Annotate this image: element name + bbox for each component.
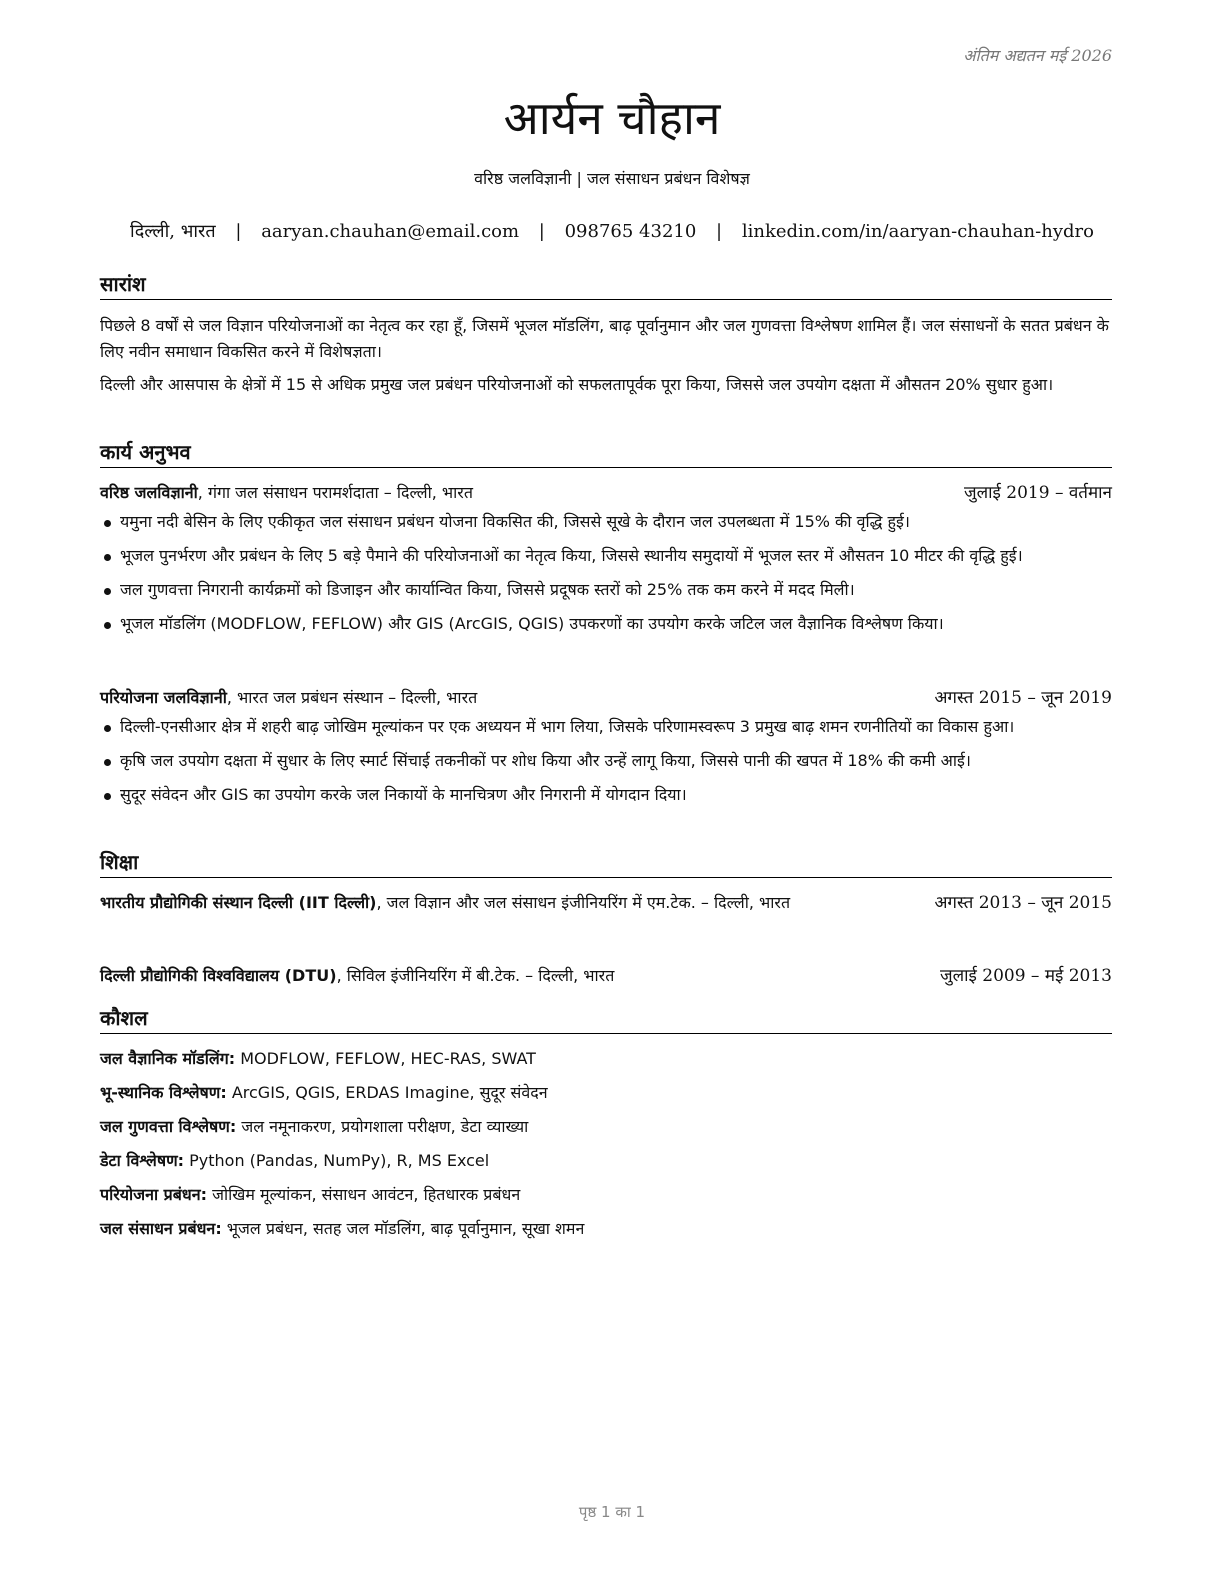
tagline: वरिष्ठ जलविज्ञानी | जल संसाधन प्रबंधन विशेषज्ञ xyxy=(474,169,750,188)
skill-value: भूजल प्रबंधन, सतह जल मॉडलिंग, बाढ़ पूर्वानुमान, सूखा शमन xyxy=(221,1219,585,1238)
contact-email[interactable]: aaryan.chauhan@email.com xyxy=(261,221,520,242)
page-number: पृष्ठ 1 का 1 xyxy=(578,1503,646,1521)
education-institution: दिल्ली प्रौद्योगिकी विश्वविद्यालय (DTU) xyxy=(100,966,337,985)
skill-value: जल नमूनाकरण, प्रयोगशाला परीक्षण, डेटा व्याख्या xyxy=(236,1117,529,1136)
education-item xyxy=(100,964,1112,988)
contact-phone: 098765 43210 xyxy=(564,221,697,242)
contact-line xyxy=(0,219,1224,243)
job-role: वरिष्ठ जलविज्ञानी xyxy=(100,483,198,502)
skill-row xyxy=(100,1047,1112,1081)
job-header xyxy=(100,481,1112,505)
list-item: दिल्ली-एनसीआर क्षेत्र में शहरी बाढ़ जोखिम मूल्यांकन पर एक अध्ययन में भाग लिया, जिसके परिणामस्वरूप 3 प्रमुख बाढ़ शमन रणनीतियों का विकास हुआ। xyxy=(100,715,1112,739)
list-item: सुदूर संवेदन और GIS का उपयोग करके जल निकायों के मानचित्रण और निगरानी में योगदान दिया। xyxy=(100,783,1112,807)
contact-separator: | xyxy=(716,221,723,242)
skill-row xyxy=(100,1081,1112,1115)
skills-list xyxy=(100,1047,1112,1251)
job-date: अगस्त 2015 – जून 2019 xyxy=(934,688,1112,708)
contact-location: दिल्ली, भारत xyxy=(130,221,216,242)
education-date: जुलाई 2009 – मई 2013 xyxy=(939,966,1112,986)
skill-category: परियोजना प्रबंधन: xyxy=(100,1185,208,1204)
skill-value: जोखिम मूल्यांकन, संसाधन आवंटन, हितधारक प्रबंधन xyxy=(207,1185,521,1204)
section-title-education: शिक्षा xyxy=(100,848,1112,878)
job-bullets xyxy=(100,715,1112,817)
list-item: भूजल पुनर्भरण और प्रबंधन के लिए 5 बड़े पैमाने की परियोजनाओं का नेतृत्व किया, जिससे स्थानीय समुदायों में भूजल स्तर में औसतन 10 मीटर की वृद्धि हुई। xyxy=(100,544,1112,568)
job-bullets xyxy=(100,510,1112,646)
skill-row xyxy=(100,1115,1112,1149)
skill-value: ArcGIS, QGIS, ERDAS Imagine, सुदूर संवेदन xyxy=(226,1083,548,1102)
skill-row xyxy=(100,1183,1112,1217)
skill-category: जल गुणवत्ता विश्लेषण: xyxy=(100,1117,237,1136)
candidate-name: आर्यन चौहान xyxy=(503,91,721,145)
list-item: कृषि जल उपयोग दक्षता में सुधार के लिए स्मार्ट सिंचाई तकनीकों पर शोध किया और उन्हें लागू किया, जिससे पानी की खपत में 18% की कमी आई। xyxy=(100,749,1112,773)
summary-paragraph: दिल्ली और आसपास के क्षेत्रों में 15 से अधिक प्रमुख जल प्रबंधन परियोजनाओं को सफलतापूर्वक पूरा किया, जिससे जल उपयोग दक्षता में औसतन 20% सुधार हुआ। xyxy=(100,375,1054,394)
skill-category: डेटा विश्लेषण: xyxy=(100,1151,185,1170)
list-item: जल गुणवत्ता निगरानी कार्यक्रमों को डिजाइन और कार्यान्वित किया, जिससे प्रदूषक स्तरों को 25% तक कम करने में मदद मिली। xyxy=(100,578,1112,602)
job-org: , गंगा जल संसाधन परामर्शदाता – दिल्ली, भारत xyxy=(197,483,473,502)
education-detail: , जल विज्ञान और जल संसाधन इंजीनियरिंग में एम.टेक. – दिल्ली, भारत xyxy=(376,893,791,912)
job-role: परियोजना जलविज्ञानी xyxy=(100,688,227,707)
contact-linkedin[interactable]: linkedin.com/in/aaryan-chauhan-hydro xyxy=(741,221,1094,242)
skill-value: Python (Pandas, NumPy), R, MS Excel xyxy=(184,1151,490,1170)
job-header xyxy=(100,686,1112,710)
education-institution: भारतीय प्रौद्योगिकी संस्थान दिल्ली (IIT दिल्ली) xyxy=(100,893,377,912)
skill-row xyxy=(100,1149,1112,1183)
section-title-summary: सारांश xyxy=(100,270,1112,300)
skill-category: भू-स्थानिक विश्लेषण: xyxy=(100,1083,227,1102)
last-updated: अंतिम अद्यतन मई 2026 xyxy=(963,46,1112,65)
skill-category: जल संसाधन प्रबंधन: xyxy=(100,1219,222,1238)
education-detail: , सिविल इंजीनियरिंग में बी.टेक. – दिल्ली, भारत xyxy=(336,966,615,985)
job-org: , भारत जल प्रबंधन संस्थान – दिल्ली, भारत xyxy=(226,688,478,707)
section-title-experience: कार्य अनुभव xyxy=(100,438,1112,468)
skill-row xyxy=(100,1217,1112,1251)
contact-separator: | xyxy=(235,221,242,242)
education-date: अगस्त 2013 – जून 2015 xyxy=(934,893,1112,913)
skill-value: MODFLOW, FEFLOW, HEC-RAS, SWAT xyxy=(235,1049,536,1068)
education-item xyxy=(100,891,1112,915)
summary-paragraph: पिछले 8 वर्षों से जल विज्ञान परियोजनाओं का नेतृत्व कर रहा हूँ, जिसमें भूजल मॉडलिंग, बाढ़ पूर्वानुमान और जल गुणवत्ता विश्लेषण शामिल हैं। जल संसाधनों के सतत प्रबंधन के लिए नवीन समाधान विकसित करने में विशेषज्ञता। xyxy=(100,316,1109,361)
contact-separator: | xyxy=(538,221,545,242)
job-date: जुलाई 2019 – वर्तमान xyxy=(963,483,1112,503)
list-item: भूजल मॉडलिंग (MODFLOW, FEFLOW) और GIS (ArcGIS, QGIS) उपकरणों का उपयोग करके जटिल जल वैज्ञानिक विश्लेषण किया। xyxy=(100,612,1112,636)
section-title-skills: कौशल xyxy=(100,1004,1112,1034)
list-item: यमुना नदी बेसिन के लिए एकीकृत जल संसाधन प्रबंधन योजना विकसित की, जिससे सूखे के दौरान जल उपलब्धता में 15% की वृद्धि हुई। xyxy=(100,510,1112,534)
skill-category: जल वैज्ञानिक मॉडलिंग: xyxy=(100,1049,236,1068)
